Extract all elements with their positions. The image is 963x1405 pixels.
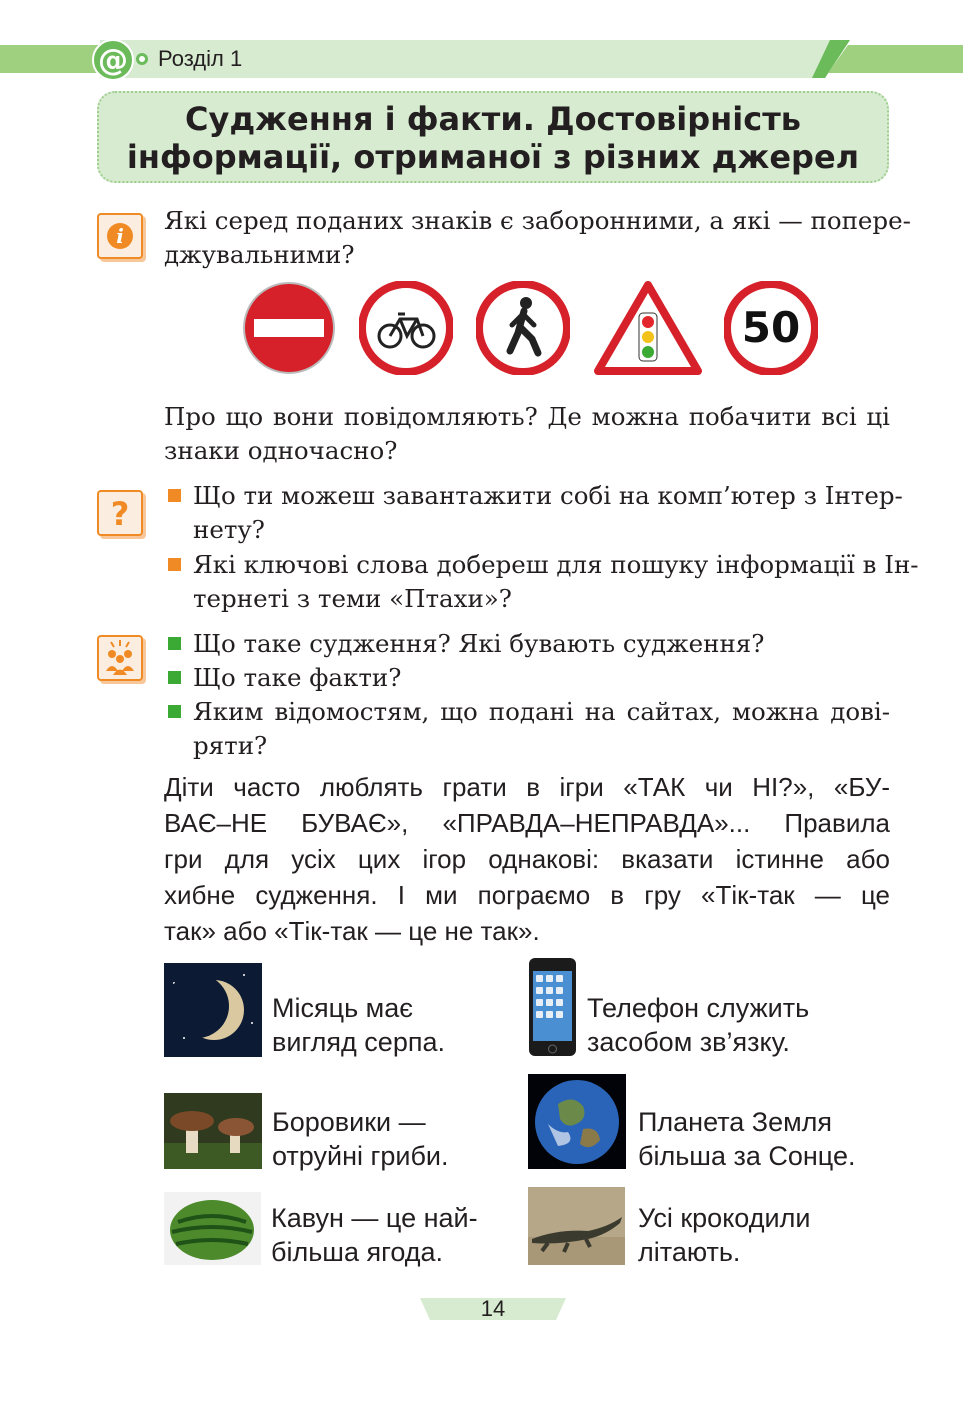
at-sign-icon: @ — [92, 39, 134, 81]
no-pedestrians-sign-icon — [476, 281, 570, 375]
svg-text:i: i — [116, 224, 124, 248]
statement-6-line-1: Усі крокодили — [638, 1203, 811, 1233]
recall-1: Що таке судження? Які бувають судження? — [193, 629, 765, 658]
main-text-line-1: Діти часто люблять грати в ігри «ТАК чи НІ?», «БУ- — [164, 772, 890, 802]
intro-question-line-1: Про що вони повідомляють? Де можна побачити всі ці — [164, 402, 890, 431]
statement-1-line-2: вигляд серпа. — [272, 1027, 445, 1057]
intro-line-1: Які серед поданих знаків є заборонними, а які — попере- — [164, 206, 911, 235]
intro-question-line-2: знаки одночасно? — [164, 436, 398, 465]
statement-4-line-2: більша за Сонце. — [638, 1141, 856, 1171]
main-text-line-3: гри для усіх цих ігор однакові: вказати істинне або — [164, 844, 890, 874]
no-entry-sign-icon — [242, 281, 336, 375]
statement-5-line-2: більша ягода. — [271, 1237, 444, 1267]
statement-2-line-2: засобом зв’язку. — [587, 1027, 790, 1057]
question-1-line-1: Що ти можеш завантажити собі на комп’ютер з Інтер- — [193, 481, 903, 510]
mushrooms-photo — [164, 1093, 262, 1169]
statement-4-line-1: Планета Земля — [638, 1107, 833, 1137]
intro-line-2: джувальними? — [164, 240, 355, 269]
no-bicycles-sign-icon — [359, 281, 453, 375]
page-title-line-1: Судження і факти. Достовірність — [184, 100, 801, 138]
earth-photo — [528, 1074, 626, 1169]
statement-6-line-2: літають. — [638, 1237, 741, 1267]
watermelon-photo — [164, 1192, 261, 1265]
speed-limit-value: 50 — [741, 303, 801, 352]
statement-5-line-1: Кавун — це най- — [271, 1203, 478, 1233]
main-text-line-4: хибне судження. І ми пограємо в гру «Тік-так — це — [164, 880, 890, 910]
statement-3-line-1: Боровики — — [272, 1107, 426, 1137]
main-text-line-2: ВАЄ–НЕ БУВАЄ», «ПРАВДА–НЕПРАВДА»... Правила — [164, 808, 890, 838]
bullet-orange — [168, 489, 181, 502]
question-2-line-1: Які ключові слова добереш для пошуку інформації в Ін- — [193, 550, 919, 579]
traffic-light-warning-sign-icon — [594, 281, 702, 375]
smartphone-photo — [528, 957, 577, 1057]
page-title-line-2: інформації, отриманої з різних джерел — [126, 138, 860, 176]
bullet-green — [168, 671, 181, 684]
section-label: Розділ 1 — [158, 46, 243, 71]
page-number: 14 — [480, 1296, 506, 1321]
recall-3-line-2: ряти? — [193, 731, 268, 760]
header-dot — [136, 53, 148, 65]
question-1-line-2: нету? — [193, 515, 265, 544]
question-mark-icon — [97, 490, 143, 536]
group-ideas-icon — [97, 635, 143, 681]
svg-text:?: ? — [110, 495, 130, 533]
bullet-orange — [168, 558, 181, 571]
bullet-green — [168, 705, 181, 718]
info-hand-icon — [97, 213, 143, 259]
main-text-line-5: так» або «Тік-так — це не так». — [164, 916, 540, 946]
statement-3-line-2: отруйні гриби. — [272, 1141, 449, 1171]
recall-2: Що таке факти? — [193, 663, 402, 692]
question-2-line-2: тернеті з теми «Птахи»? — [193, 584, 512, 613]
recall-3-line-1: Яким відомостям, що подані на сайтах, можна дові- — [193, 697, 890, 726]
bullet-green — [168, 637, 181, 650]
statement-2-line-1: Телефон служить — [587, 993, 810, 1023]
statement-1-line-1: Місяць має — [272, 993, 413, 1023]
crescent-moon-photo — [164, 963, 262, 1057]
crocodile-photo — [528, 1187, 625, 1265]
